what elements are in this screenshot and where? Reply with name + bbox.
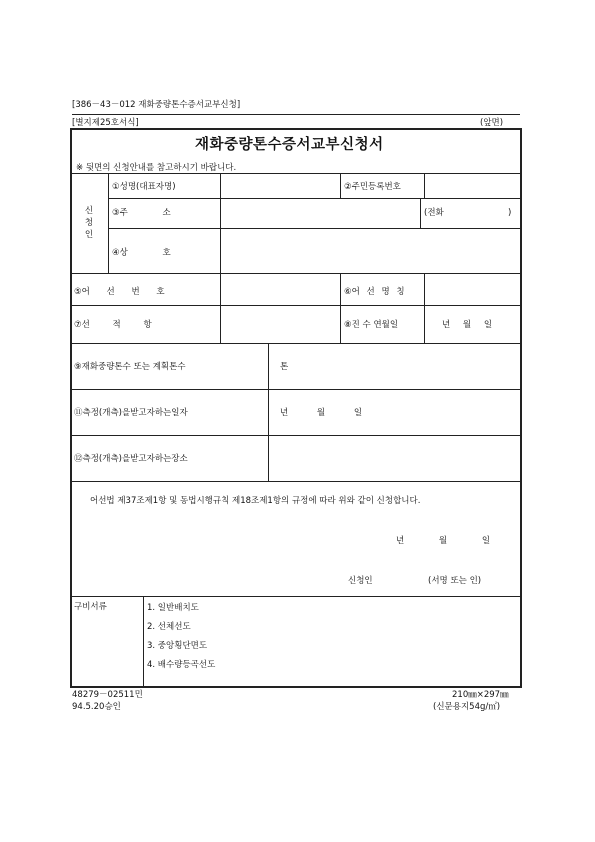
row-line-7 xyxy=(70,435,522,436)
row-line-5 xyxy=(70,343,522,344)
resident-id-label: ②주민등록번호 xyxy=(344,182,401,192)
table-bottom-border xyxy=(70,686,522,688)
table-left-border xyxy=(70,128,72,688)
phone-close-paren: ) xyxy=(508,208,512,218)
home-port-field[interactable] xyxy=(222,308,338,341)
tonnage-field[interactable] xyxy=(296,348,516,386)
measure-place-label: ⑫측정(개측)을받고자하는장소 xyxy=(74,454,188,464)
paper-type: (신문용지54g/㎡) xyxy=(433,702,501,712)
row-line-3 xyxy=(70,273,522,274)
measure-date-value[interactable]: 년 월 일 xyxy=(280,408,363,418)
row-line-9 xyxy=(70,596,522,597)
row-line-2 xyxy=(108,228,522,229)
header-divider xyxy=(72,114,520,115)
vessel-divider-3 xyxy=(424,273,425,343)
attachment-item-2: 2. 선체선도 xyxy=(147,622,191,632)
name-field[interactable] xyxy=(222,175,340,197)
tonnage-unit: 톤 xyxy=(280,362,289,372)
vessel-name-field[interactable] xyxy=(426,276,519,302)
sign-note: (서명 또는 인) xyxy=(428,576,482,586)
measure-place-field[interactable] xyxy=(270,438,518,478)
vessel-number-label: ⑤어 선 번 호 xyxy=(74,287,165,297)
phone-field[interactable] xyxy=(456,202,506,224)
launch-date-value[interactable]: 년 월 일 xyxy=(442,320,493,330)
applicant-char-3: 인 xyxy=(84,230,94,240)
table-top-border xyxy=(70,128,522,130)
phone-divider xyxy=(420,198,421,228)
applicant-group-divider xyxy=(108,173,109,273)
attachment-item-1: 1. 일반배치도 xyxy=(147,603,199,613)
attachments-label: 구비서류 xyxy=(74,602,107,612)
address-label: ③주 소 xyxy=(112,208,171,218)
row-line-applicant-top xyxy=(70,173,522,174)
address-field[interactable] xyxy=(222,200,417,226)
label-value-divider xyxy=(220,173,221,273)
attachments-divider xyxy=(143,596,144,688)
form-code: [386－43－012 재화중량톤수증서교부신청] xyxy=(72,100,241,110)
row-line-6 xyxy=(70,389,522,390)
footer-code: 48279－02511민 xyxy=(72,690,143,700)
trade-name-label: ④상 호 xyxy=(112,248,171,258)
applicant-sign-label: 신청인 xyxy=(348,576,373,586)
vessel-divider-2 xyxy=(340,273,341,343)
phone-label: (전화 xyxy=(424,208,444,218)
trade-name-field[interactable] xyxy=(222,230,518,272)
measure-date-label: ⑪측정(개측)을받고자하는일자 xyxy=(74,408,188,418)
home-port-label: ⑦선 적 항 xyxy=(74,320,152,330)
row-line-4 xyxy=(70,305,522,306)
tonnage-label: ⑨재화중량톤수 또는 계획톤수 xyxy=(74,362,186,372)
applicant-sign-field[interactable] xyxy=(380,570,424,588)
application-date[interactable]: 년 월 일 xyxy=(396,536,491,546)
applicant-char-2: 청 xyxy=(84,218,94,228)
paper-size: 210㎜×297㎜ xyxy=(452,690,509,700)
applicant-char-1: 신 xyxy=(84,206,94,216)
footer-approval-date: 94.5.20승인 xyxy=(72,702,121,712)
vessel-number-field[interactable] xyxy=(222,276,338,302)
resident-id-field[interactable] xyxy=(426,175,519,197)
page-title: 재화중량톤수증서교부신청서 xyxy=(195,137,384,153)
page-side-label: (앞면) xyxy=(480,118,504,128)
row-line-8 xyxy=(70,481,522,482)
vessel-name-label: ⑥어 선 명 칭 xyxy=(344,287,405,297)
declaration-text: 어선법 제37조제1항 및 동법시행규칙 제18조제1항의 규정에 따라 위와 같이 신청합니다. xyxy=(90,496,421,506)
measure-divider xyxy=(268,343,269,481)
form-number: [별지제25호서식] xyxy=(72,118,139,128)
row-line-1 xyxy=(108,198,522,199)
applicant-group-label xyxy=(84,205,94,241)
name-label: ①성명(대표자명) xyxy=(112,182,176,192)
launch-date-label: ⑧진 수 연월일 xyxy=(344,320,399,330)
attachment-item-3: 3. 중앙횡단면도 xyxy=(147,641,208,651)
table-right-border xyxy=(520,128,522,688)
attachment-item-4: 4. 배수량등곡선도 xyxy=(147,660,216,670)
reference-note: ※ 뒷면의 신청안내를 참고하시기 바랍니다. xyxy=(76,163,237,173)
id-divider-left xyxy=(340,173,341,198)
vessel-divider-1 xyxy=(220,273,221,343)
id-divider-right xyxy=(424,173,425,198)
